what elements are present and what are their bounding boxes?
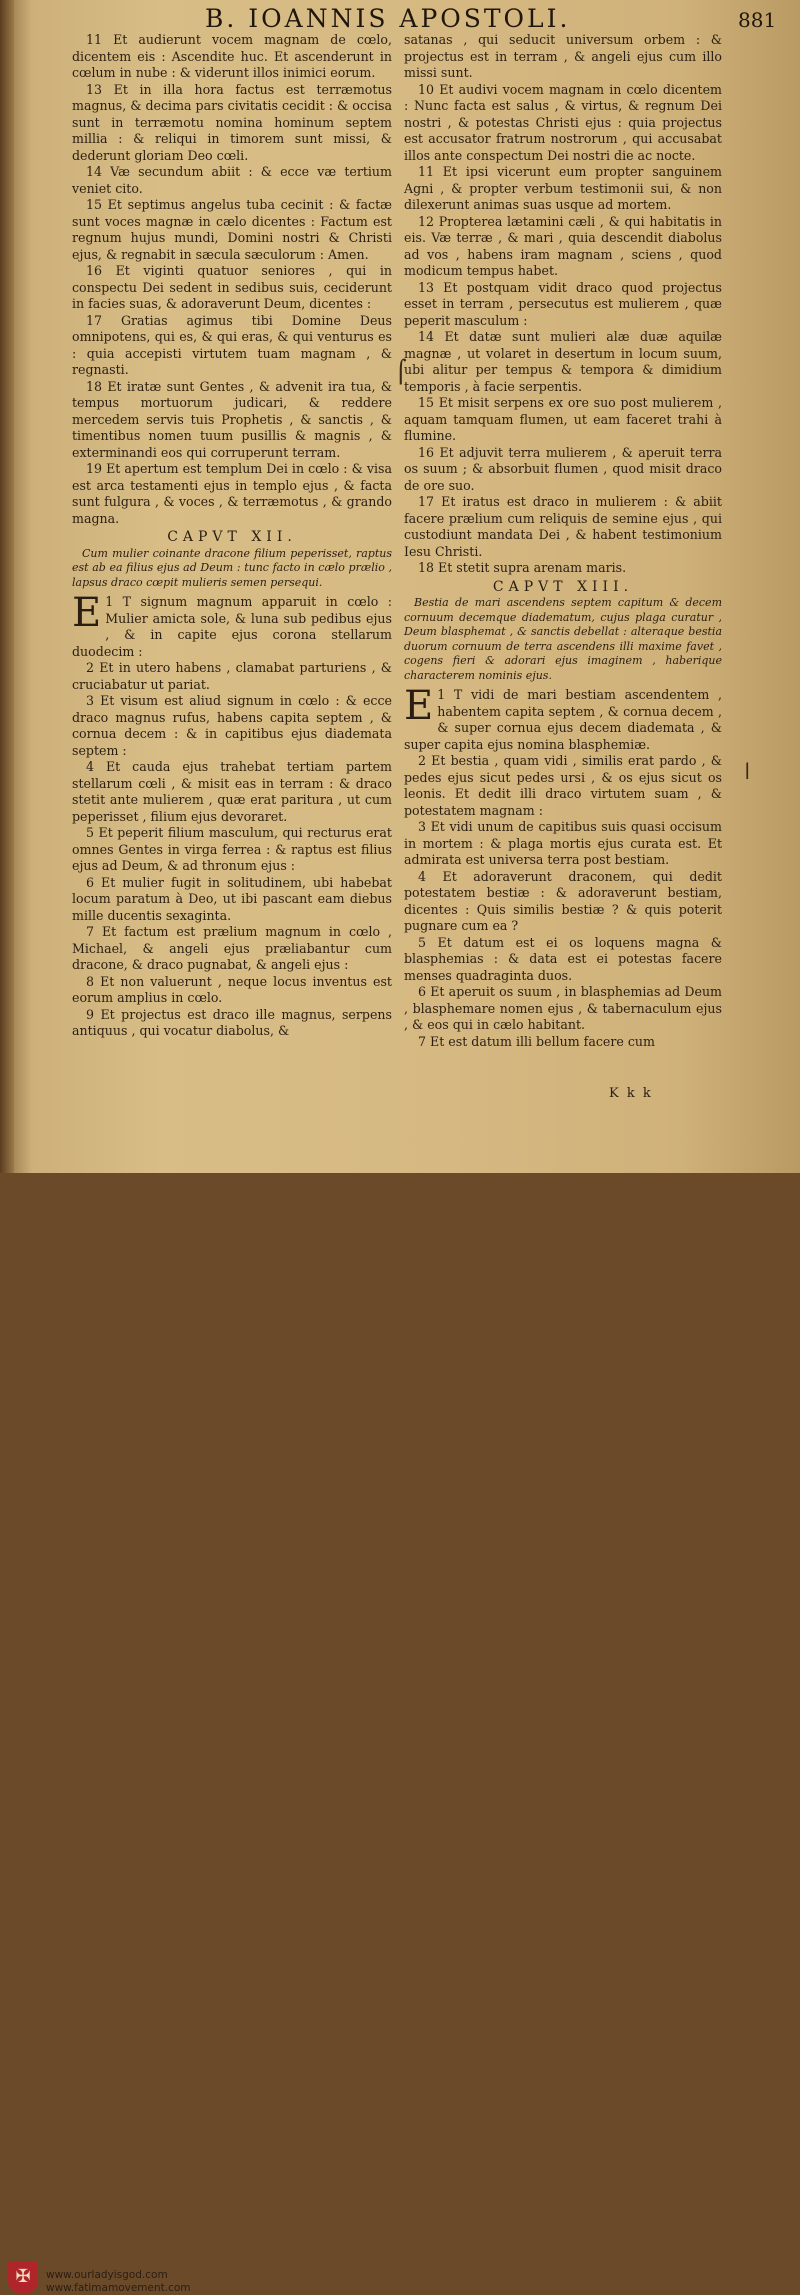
chapter-heading: CAPVT XII.	[167, 529, 297, 545]
running-title: B. IOANNIS APOSTOLI.	[205, 4, 571, 33]
verse: 17 Et iratus est draco in mulierem : & abiit facere prælium cum reliquis de semine ejus , qui custodiunt mandata Dei , & habent testimonium Iesu Christi.	[404, 494, 722, 559]
verse: 19 Et apertum est templum Dei in cœlo : & visa est arca testamenti ejus in templo ejus , & facta sunt fulgura , & voces , & terræmotus , & grando magna.	[72, 461, 392, 526]
url-fatimamovement: www.fatimamovement.com	[46, 2282, 191, 2294]
drop-cap: E	[404, 683, 434, 729]
verse: 16 Et adjuvit terra mulierem , & aperuit terra os suum ; & absorbuit flumen , quod misit draco de ore suo.	[404, 444, 722, 493]
margin-pencil-mark: ǀ	[744, 760, 751, 785]
verse: 14 Væ secundum abiit : & ecce væ tertium veniet cito.	[72, 164, 392, 196]
verse: 4 Et cauda ejus trahebat tertiam partem stellarum cœli , & misit eas in terram : & draco stetit ante mulierem , quæ erat paritura , ut cum peperisset , filium ejus devoraret.	[72, 759, 392, 824]
verse: 14 Et datæ sunt mulieri alæ duæ aquilæ magnæ , ut volaret in desertum in locum suum, ubi alitur per tempus & tempora & dimidium temporis , à facie serpentis.	[404, 329, 722, 394]
verse: 7 Et factum est prælium magnum in cœlo , Michael, & angeli ejus præliabantur cum dracone, & draco pugnabat, & angeli ejus :	[72, 924, 392, 972]
chapter-heading: CAPVT XIII.	[492, 578, 634, 595]
verse: 2 Et bestia , quam vidi , similis erat pardo , & pedes ejus sicut pedes ursi , & os ejus sicut os leonis. Et dedit illi draco virtutem suam , & potestatem magnam :	[404, 753, 722, 818]
verse: 6 Et aperuit os suum , in blasphemias ad Deum , blasphemare nomen ejus , & tabernaculum ejus , & eos qui in cælo habitant.	[404, 984, 722, 1032]
verse: 16 Et viginti quatuor seniores , qui in conspectu Dei sedent in sedibus suis, ceciderunt in facies suas, & adoraverunt Deum, dicentes :	[72, 263, 392, 311]
verse: 18 Et iratæ sunt Gentes , & advenit ira tua, & tempus mortuorum judicari, & reddere mercedem servis tuis Prophetis , & sanctis , & timentibus nomen tuum pusillis & magnis , & exterminandi eos qui corruperunt terram.	[72, 378, 392, 460]
verse: 7 Et est datum illi bellum facere cum	[418, 1033, 655, 1049]
verse: 2 Et in utero habens , clamabat parturiens , & cruciabatur ut pariat.	[72, 660, 392, 692]
page-number: 881	[738, 8, 777, 32]
page-header	[0, 2, 800, 33]
verse: 5 Et datum est ei os loquens magna & blasphemias : & data est ei potestas facere menses quadraginta duos.	[404, 934, 722, 983]
verse: 12 Propterea lætamini cæli , & qui habitatis in eis. Væ terræ , & mari , quia descendit diabolus ad vos , habens iram magnam , sciens , quod modicum tempus habet.	[404, 213, 722, 278]
verse: 17 Gratias agimus tibi Domine Deus omnipotens, qui es, & qui eras, & qui venturus es : quia accepisti virtutem tuam magnam , & regnasti.	[72, 312, 392, 377]
papal-crest-icon: ✠	[8, 2261, 38, 2293]
verse: 3 Et vidi unum de capitibus suis quasi occisum in mortem : & plaga mortis ejus curata est. Et admirata est universa terra post bestiam.	[404, 819, 722, 867]
verse: 6 Et mulier fugit in solitudinem, ubi habebat locum paratum à Deo, ut ibi pascant eam diebus mille ducentis sexaginta.	[72, 874, 392, 923]
chapter-summary: Bestia de mari ascendens septem capitum & decem cornuum decemque diadematum, cujus plaga curatur , Deum blasphemat , & sanctis debellat : alteraque bestia duorum cornuum de terra ascendens illi maxime favet , cogens fieri & adorari ejus imaginem , haberique characterem nominis ejus.	[404, 596, 722, 682]
verse: satanas , qui seducit universum orbem : & projectus est in terram , & angeli ejus cum illo missi sunt.	[404, 32, 722, 80]
page-binding-edge	[0, 0, 14, 1173]
verse: 13 Et in illa hora factus est terræmotus magnus, & decima pars civitatis cecidit : & occisa sunt in terræmotu nomina hominum septem millia : & reliqui in timorem sunt missi, & dederunt gloriam Deo cœli.	[72, 81, 392, 163]
verse: 18 Et stetit supra arenam maris.	[418, 560, 627, 575]
signature-mark: K k k	[609, 1086, 653, 1101]
right-column	[404, 32, 722, 1050]
verse: 8 Et non valuerunt , neque locus inventus est eorum amplius in cœlo.	[72, 973, 392, 1005]
drop-cap: E	[72, 590, 102, 636]
verse: 10 Et audivi vocem magnam in cœlo dicentem : Nunc facta est salus , & virtus, & regnum Dei nostri , & potestas Christi ejus : quia projectus est accusator fratrum nostrorum , qui accusabat illos ante conspectum Dei nostri die ac nocte.	[404, 81, 722, 163]
verse: 3 Et visum est aliud signum in cœlo : & ecce draco magnus rufus, habens capita septem , & cornua decem : & in capitibus ejus diademata septem :	[72, 693, 392, 758]
verse: 15 Et misit serpens ex ore suo post mulierem , aquam tamquam flumen, ut eam faceret trahi à flumine.	[404, 395, 722, 443]
verse: 5 Et peperit filium masculum, qui recturus erat omnes Gentes in virga ferrea : & raptus est filius ejus ad Deum, & ad thronum ejus :	[72, 825, 392, 873]
verse: 11 Et ipsi vicerunt eum propter sanguinem Agni , & propter verbum testimonii sui, & non dilexerunt animas suas usque ad mortem.	[404, 164, 722, 212]
url-ourladyisgod: www.ourladyisgod.com	[46, 2269, 168, 2281]
watermark-urls	[46, 2269, 191, 2295]
verse: 1 T vidi de mari bestiam ascendentem , habentem capita septem , & cornua decem , & super cornua ejus decem diademata , & super capita ejus nomina blasphemiæ.	[404, 687, 722, 752]
verse: 15 Et septimus angelus tuba cecinit : & factæ sunt voces magnæ in cælo dicentes : Factum est regnum hujus mundi, Domini nostri & Christi ejus, & regnabit in sæcula sæculorum : Amen.	[72, 197, 392, 262]
verse: 9 Et projectus est draco ille magnus, serpens antiquus , qui vocatur diabolus, &	[72, 1006, 392, 1038]
gutter-pencil-mark: ⌠	[395, 360, 407, 385]
verse: 1 T signum magnum apparuit in cœlo : Mulier amicta sole, & luna sub pedibus ejus , & in capite ejus corona stellarum duodecim :	[72, 594, 392, 659]
left-column	[72, 32, 392, 1040]
chapter-summary: Cum mulier coinante dracone filium peperisset, raptus est ab ea filius ejus ad Deum : tunc facto in cælo prælio , lapsus draco cœpit mulieris semen persequi.	[72, 546, 392, 589]
verse: 11 Et audierunt vocem magnam de cœlo, dicentem eis : Ascendite huc. Et ascenderunt in cœlum in nube : & viderunt illos inimici eorum.	[72, 32, 392, 80]
verse: 13 Et postquam vidit draco quod projectus esset in terram , persecutus est mulierem , quæ peperit masculum :	[404, 279, 722, 328]
verse: 4 Et adoraverunt draconem, qui dedit potestatem bestiæ : & adoraverunt bestiam, dicentes : Quis similis bestiæ ? & quis poterit pugnare cum ea ?	[404, 868, 722, 933]
page-footer	[0, 1128, 800, 2294]
